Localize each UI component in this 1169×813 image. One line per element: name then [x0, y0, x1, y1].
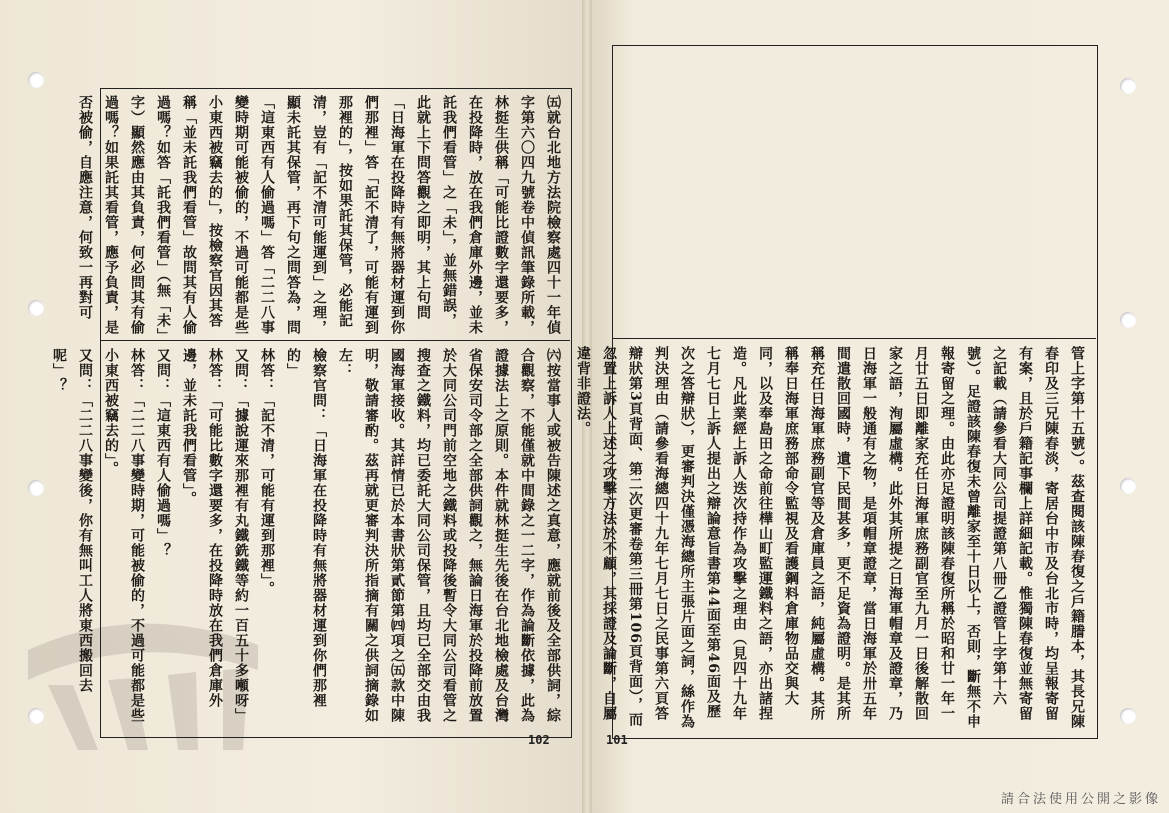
right-page-divider [612, 338, 1096, 339]
left-lower-text: ㈥按當事人或被告陳述之真意，應就前後及全部供詞，綜合觀察，不能僅就中間錄之一二字，作為論斷依據，此為證據法上之原則。本件就林挺生先後在台北地檢處及台灣省保安司令部之全部供詞觀之，無論日海軍於投降前放置於大同公司門前空地之鐵料或投降後暫令大同公司看管之搜查之鐵料，均已委託大同公司保管，且均已全部交由我國海軍接收。其詳情已於本書狀第貳節第㈣項之㈤款中陳明，敬請審酌。茲再就更審判決所指摘有關之供詞摘錄如左： 檢察官問：「日海軍在投降時有無將器材運到你們那裡的」 林答：「記不清，可能有運到那裡」。 又問：「據說運來那裡有丸鐵銑鐵等約一百五十多噸呀」 林答：「可能比數字還要多，在投降時放在我們倉庫外邊，並未託我們看管」。 又問：「這東西有人偷過嗎」？ 林答：「二二八事變時期，可能被偷的，不過可能都是些小東西被竊去的」。 又問：「二二八事變後，你有無叫工人將東西搬回去呢」？ [51, 348, 561, 723]
punch-hole [28, 72, 44, 88]
left-upper-text: ㈤就台北地方法院檢察處四十一年偵字第六〇四九號卷中偵訊筆錄所載，林挺生供稱「可能比證數字還要多，在投降時，放在我們倉庫外邊，並未託我們看管」之「未」，並無錯誤，此就上下問答觀之即明，其上句問「日海軍在投降時有無將器材運到你們那裡」答「記不清了，可能有運到那裡的」，按如果託其保管，必能記清，豈有「記不清可能運到」之理，顯未託其保管，再下句之問答為，問「這東西有人偷過嗎」答「二二八事變時期可能被偷的，不過可能都是些小東西被竊去的」，按檢察官因其答稱「並未託我們看管」故問其有人偷過嗎？如答「託我們看管」（無「未」字）顯然應由其負責，何必問其有偷過嗎？如果託其看管，應予負責，是否被偷，自應注意，何致一再對可 [77, 95, 561, 336]
right-blank-area [614, 47, 1094, 337]
punch-hole [1120, 312, 1136, 328]
right-page-number: 101 [606, 733, 628, 747]
right-lower-text: 管上字第十五號）。茲查閱該陳春復之戶籍謄本，其長兄陳春印及三兄陳春淡，寄居台中市及台北市時，均呈報寄留有案，且於戶籍記事欄上詳細記載。惟獨陳春復並無寄留之記載（請參看大同公司提證第八冊乙證管上字第十六號）。足證該陳春復未曾離家至十日以上，否則，斷無不申報寄留之理。由此亦足證明該陳春復所稱於昭和廿一年一月廿五日即離家充任日海軍庶務副官至九月一日後解散回家之語，洵屬虛構。此外其所提之日海軍帽章及證章，乃日海軍一般通有之物，是項帽章證章，當日海軍於卅五年間遣散回國時，遺下民間甚多，更不足資為證明。是其所稱充任日海軍庶務副官等及倉庫員之語，純屬虛構。其所稱奉日海軍庶務部命令監視及看護鋼料倉庫物品交與大同，以及奉島田之命前往樺山町監運鐵料之語，亦出諸捏造。凡此業經上訴人迭次持作為攻擊之理由（見四十九年七月七日上訴人提出之辯論意旨書第44面至第46面及歷次之答辯狀），更審判決僅憑海總所主張片面之詞，絲作為判決理由（請參看海總四十九年七月七日之民事第六頁答辯狀第3頁背面、第二次更審卷第三冊第106頁背面），而忽置上訴人上述之攻擊方法於不顧，其採證及論斷，自屬違背非證法。 [575, 346, 1085, 729]
archive-usage-note: 請合法使用公開之影像 [1000, 792, 1161, 807]
punch-hole [28, 300, 44, 316]
left-page-number: 102 [528, 733, 550, 747]
left-page-divider [100, 340, 570, 341]
punch-hole [28, 480, 44, 496]
punch-hole [1120, 78, 1136, 94]
punch-hole [1120, 708, 1136, 724]
punch-hole [1120, 478, 1136, 494]
